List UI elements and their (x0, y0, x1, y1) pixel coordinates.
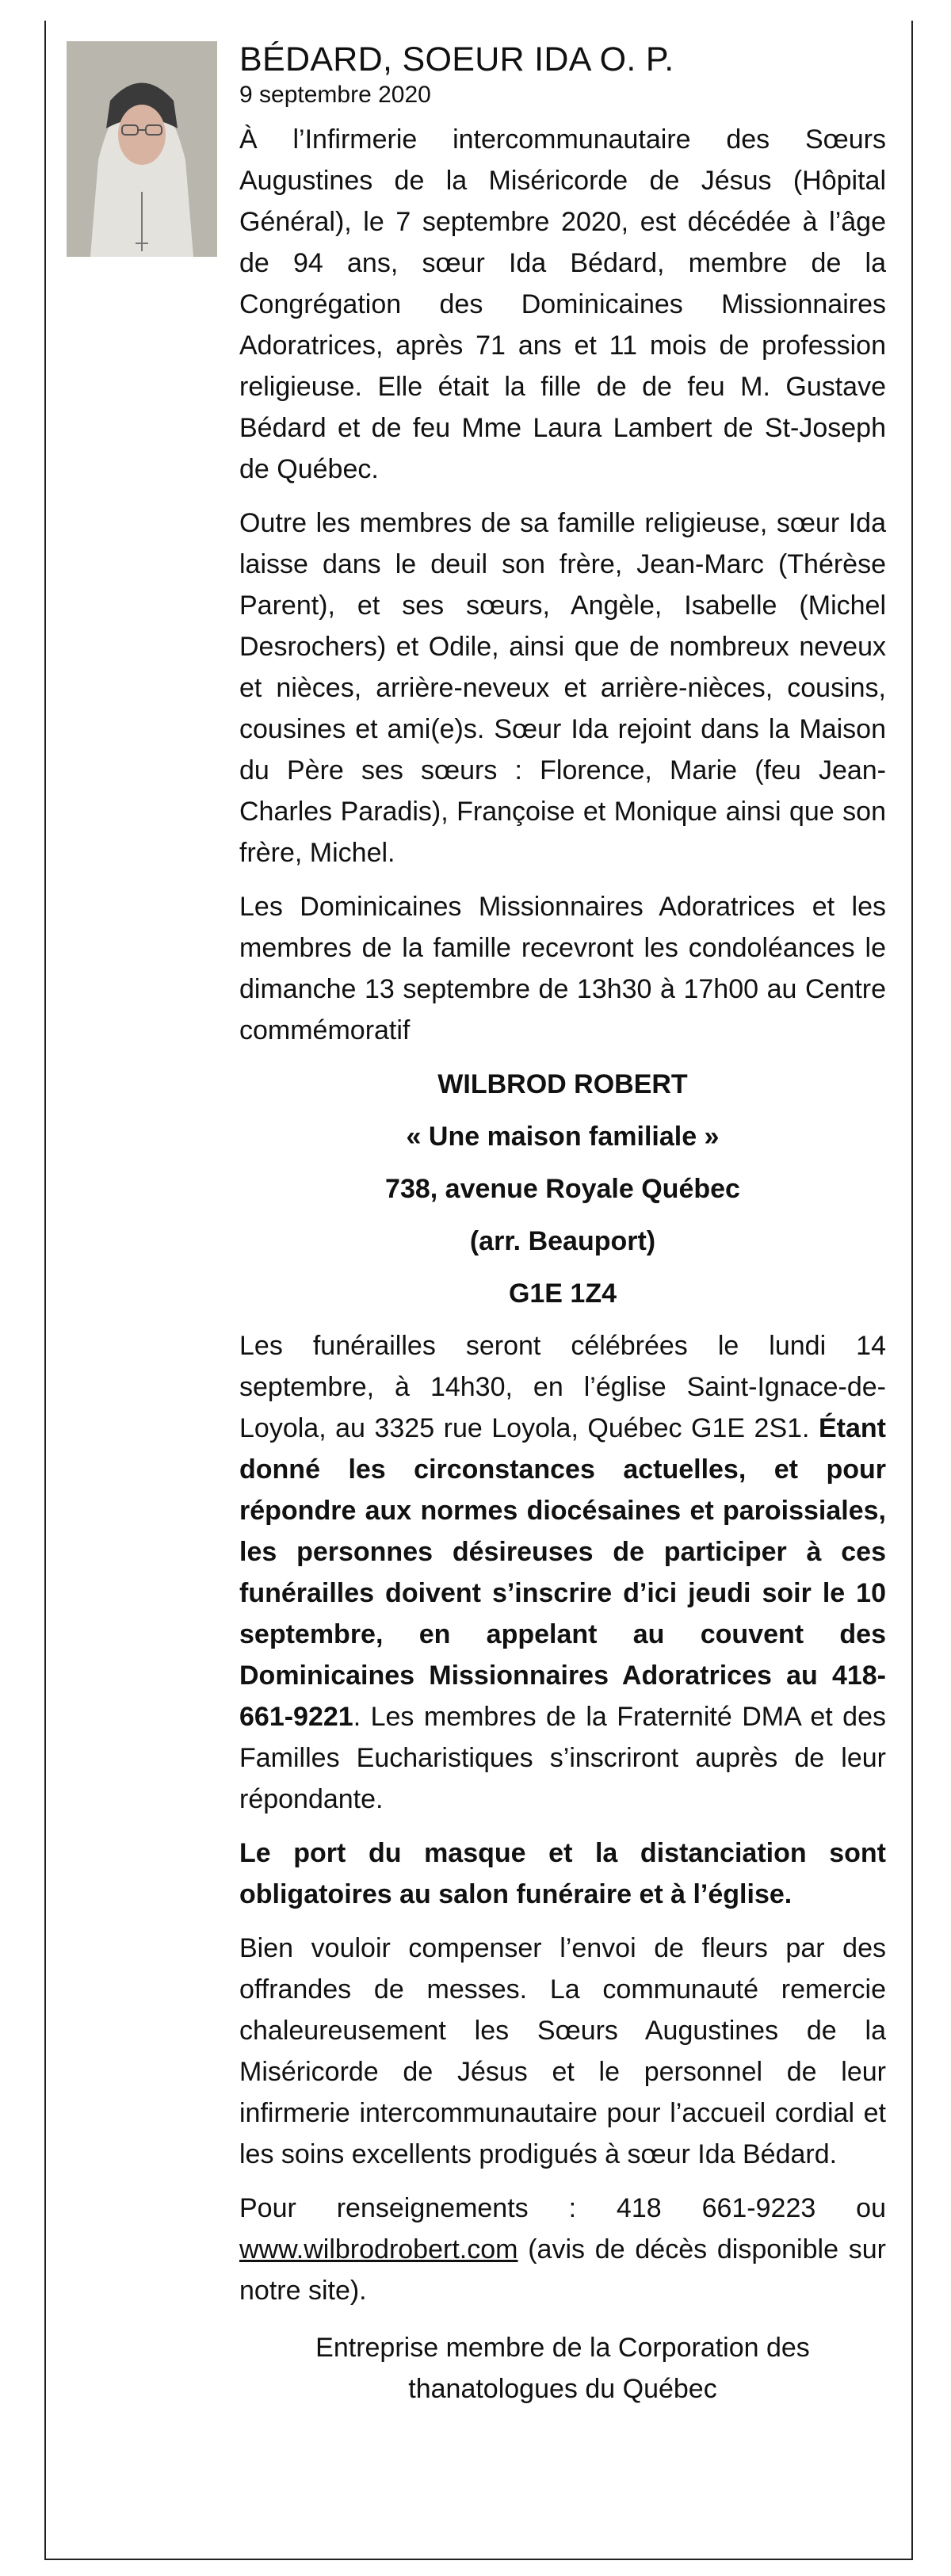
portrait-photo (67, 41, 217, 257)
venue-postal-code: G1E 1Z4 (508, 1278, 617, 1309)
info-end: (avis de décès disponible sur notre site). (239, 2234, 886, 2306)
portrait-illustration (67, 41, 217, 257)
paragraph-condolences: Les Dominicaines Missionnaires Adoratrices et les membres de la famille recevront les condoléances le dimanche 13 septembre de 13h30 à 17h00 au Centre commémoratif (239, 892, 886, 1045)
registration-notice: Étant donné les circonstances actuelles, et pour répondre aux normes diocésaines et paroissiales, les personnes désireuses de participer à ces funérailles doivent s’inscrire d’ici jeudi soir le 10 septembre, en appelant au couvent des Dominicaines Missionnaires Adoratrices au 418-661-9221 (239, 1413, 886, 1732)
info-phone: Pour renseignements : 418 661-9223 ou (239, 2193, 886, 2223)
funeral-details-end: . Les membres de la Fraternité DMA et des Familles Eucharistiques s’inscriront auprès de leur répondante. (239, 1702, 886, 1814)
venue-address: 738, avenue Royale Québec (385, 1174, 740, 1204)
publication-date: 9 septembre 2020 (239, 82, 431, 108)
paragraph-funeral (239, 1325, 886, 1820)
website-link[interactable]: www.wilbrodrobert.com (239, 2234, 518, 2265)
venue-slogan: « Une maison familiale » (406, 1122, 720, 1152)
paragraph-mask-notice: Le port du masque et la distanciation sont obligatoires au salon funéraire et à l’église. (239, 1838, 886, 1909)
funeral-details: Les funérailles seront célébrées le lundi 14 septembre, à 14h30, en l’église Saint-Ignace-de-Loyola, au 3325 rue Loyola, Québec G1E 2S1. (239, 1331, 886, 1443)
deceased-name: BÉDARD, SOEUR IDA O. P. (239, 40, 674, 78)
paragraph-family: Outre les membres de sa famille religieuse, sœur Ida laisse dans le deuil son frère, Jean-Marc (Thérèse Parent), et ses sœurs, Angèle, Isabelle (Michel Desrochers) et Odile, ainsi que de nombreux neveux et nièces, arrière-neveux et arrière-nièces, cousins, cousines et ami(e)s. Sœur Ida rejoint dans la Maison du Père ses sœurs : Florence, Marie (feu Jean-Charles Paradis), Françoise et Monique ainsi que son frère, Michel. (239, 508, 886, 868)
venue-name: WILBROD ROBERT (437, 1069, 688, 1099)
footer-corporation (239, 2327, 886, 2410)
paragraph-info (239, 2188, 886, 2311)
paragraph-announcement: À l’Infirmerie intercommunautaire des Sœurs Augustines de la Miséricorde de Jésus (Hôpital Général), le 7 septembre 2020, est décédée à l’âge de 94 ans, sœur Ida Bédard, membre de la Congrégation des Dominicaines Missionnaires Adoratrices, après 71 ans et 11 mois de profession religieuse. Elle était la fille de de feu M. Gustave Bédard et de feu Mme Laura Lambert de St-Joseph de Québec. (239, 124, 886, 484)
paragraph-thanks: Bien vouloir compenser l’envoi de fleurs par des offrandes de messes. La communauté remercie chaleureusement les Sœurs Augustines de la Miséricorde de Jésus et le personnel de leur infirmerie intercommunautaire pour l’accueil cordial et les soins excellents prodigués à sœur Ida Bédard. (239, 1933, 886, 2169)
footer-line-2: thanatologues du Québec (408, 2374, 717, 2404)
venue-borough: (arr. Beauport) (469, 1226, 656, 1256)
footer-line-1: Entreprise membre de la Corporation des (315, 2333, 810, 2363)
obituary-content (239, 38, 886, 2410)
